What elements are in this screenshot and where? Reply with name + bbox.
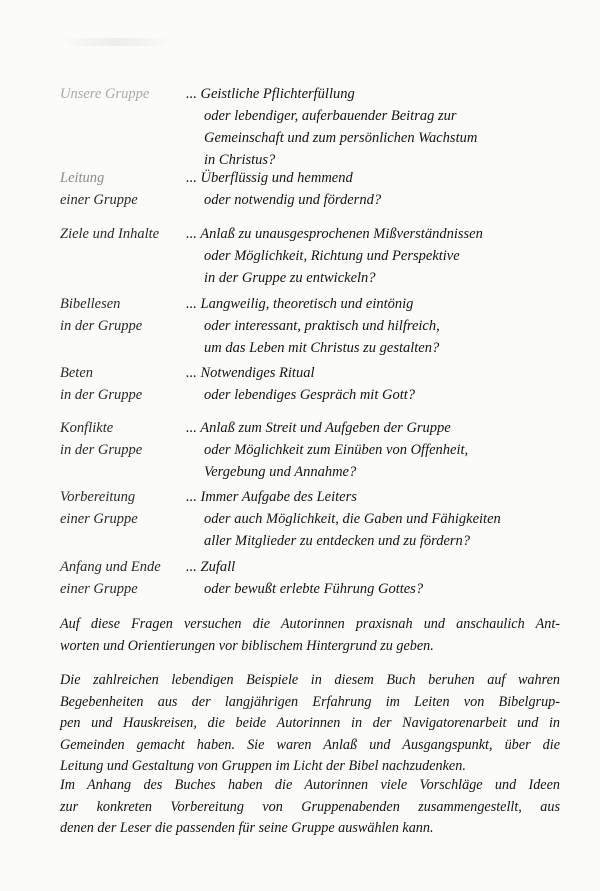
paragraph-examples: Die zahlreichen lebendigen Beispiele in diesem Buch beruhen auf wahren Begebenheiten aus der langjährigen Erfahrung im Leiten von Bibelgrup- pen und Hauskreisen, die beide Autorinnen in der Navigatorenarbeit und in Gemeinden gemacht haben. Sie waren Anlaß und Ausgangspunkt, über die Leitung und Gestaltung von Gruppen im Licht der Bibel nachzudenken. [60,672,560,774]
answer-text: ... Anlaß zum Streit und Aufgeben der Gruppe oder Möglichkeit zum Einüben von Offenheit, Vergebung und Annahme? [186,420,469,480]
answer-text: ... Anlaß zu unausgesprochenen Mißverständnissen oder Möglichkeit, Richtung und Perspektive in der Gruppe zu entwickeln? [186,226,483,286]
answer-text: ... Immer Aufgabe des Leiters oder auch Möglichkeit, die Gaben und Fähigkeiten aller Mitglieder zu entdecken und zu fördern? [186,489,501,549]
scan-smudge [62,38,172,46]
topic-label: Leitung einer Gruppe [60,170,138,208]
answer-text: ... Zufall oder bewußt erlebte Führung Gottes? [186,559,424,597]
paragraph-appendix: Im Anhang des Buches haben die Autorinnen viele Vorschläge und Ideen zur konkreten Vorbereitung von Gruppenabenden zusammengestellt, aus denen der Leser die passenden für seine Gruppe auswählen kann. [60,777,560,836]
topic-label: Konflikte in der Gruppe [60,420,143,458]
answer-text: ... Langweilig, theoretisch und eintönig oder interessant, praktisch und hilfreich, um das Leben mit Christus zu gestalten? [186,296,440,356]
answer-text: ... Geistliche Pflichterfüllung oder lebendiger, auferbauender Beitrag zur Gemeinschaft und zum persönlichen Wachstum in Christus? [186,86,478,168]
paragraph-intro: Auf diese Fragen versuchen die Autorinnen praxisnah und anschaulich Ant- worten und Orientierungen vor biblischem Hintergrund zu geben. [60,616,560,654]
answer-text: ... Überflüssig und hemmend oder notwendig und fördernd? [186,170,382,208]
answer-text: ... Notwendiges Ritual oder lebendiges Gespräch mit Gott? [186,365,416,403]
topic-label: Beten in der Gruppe [60,365,143,403]
topic-label: Vorbereitung einer Gruppe [60,489,138,527]
topic-label: Bibellesen in der Gruppe [60,296,143,334]
topic-label: Unsere Gruppe [60,86,150,102]
topic-label: Anfang und Ende einer Gruppe [60,559,161,597]
topic-label: Ziele und Inhalte [60,226,160,242]
